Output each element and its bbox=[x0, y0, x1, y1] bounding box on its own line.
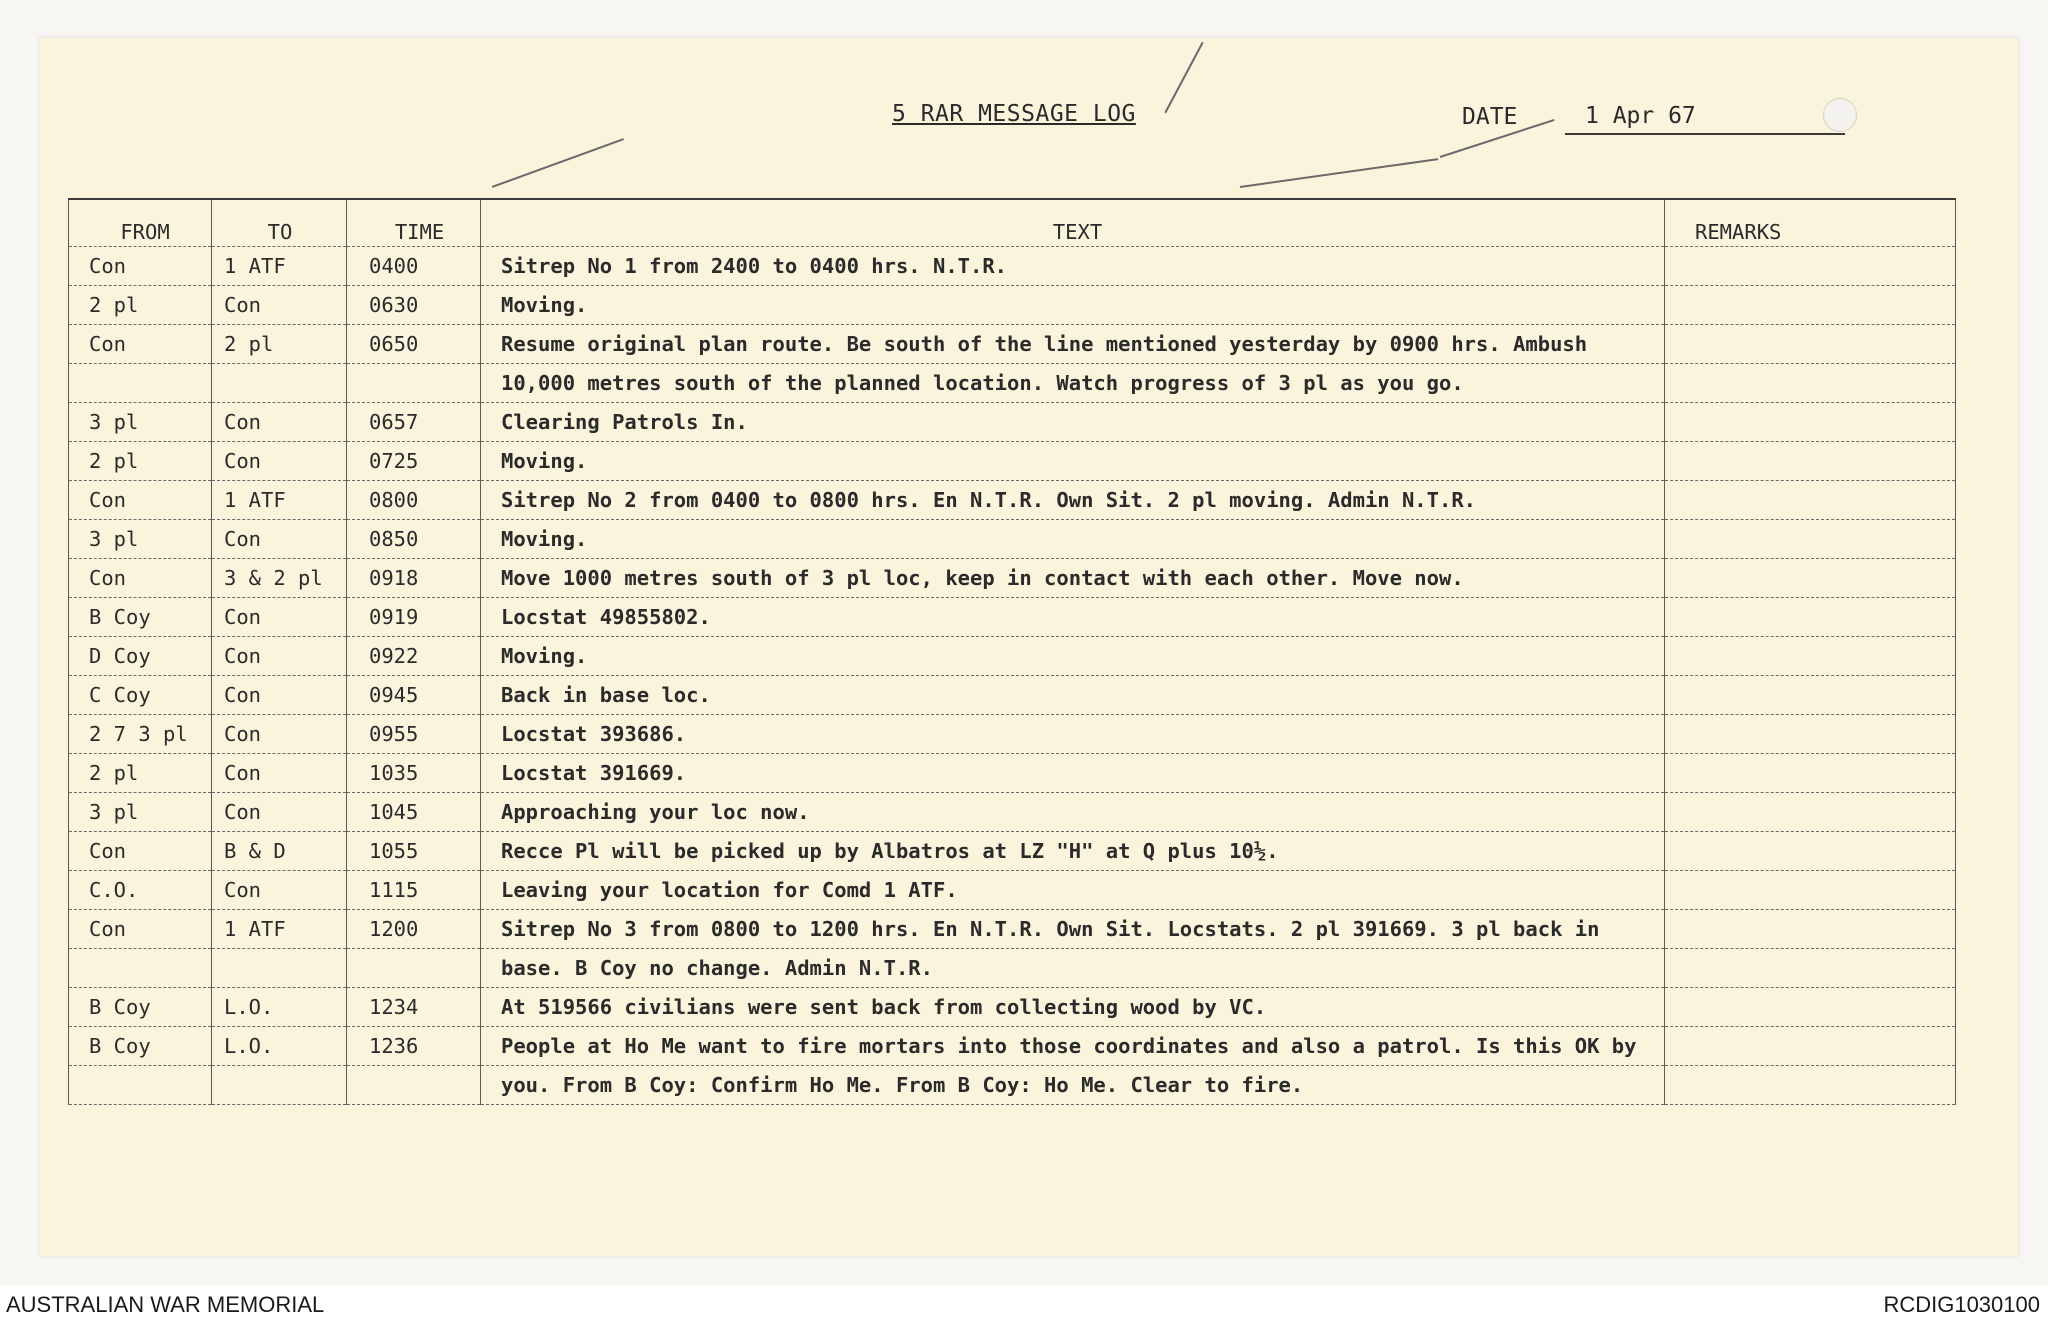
cell-from: 2 pl bbox=[69, 442, 212, 481]
cell-remarks bbox=[1665, 598, 1956, 637]
cell-to bbox=[212, 949, 347, 988]
table-row bbox=[69, 754, 1956, 793]
cell-to: Con bbox=[212, 715, 347, 754]
cell-text: Moving. bbox=[481, 520, 1665, 559]
cell-time: 0945 bbox=[347, 676, 481, 715]
table-row bbox=[69, 520, 1956, 559]
cell-to: Con bbox=[212, 871, 347, 910]
cell-to bbox=[212, 1066, 347, 1105]
cell-remarks bbox=[1665, 949, 1956, 988]
cell-text: People at Ho Me want to fire mortars into those coordinates and also a patrol. Is this OK by bbox=[481, 1027, 1665, 1066]
cell-time: 0650 bbox=[347, 325, 481, 364]
message-log-body bbox=[69, 247, 1956, 1105]
cell-from: Con bbox=[69, 559, 212, 598]
cell-remarks bbox=[1665, 559, 1956, 598]
cell-text: you. From B Coy: Confirm Ho Me. From B Coy: Ho Me. Clear to fire. bbox=[481, 1066, 1665, 1105]
cell-text: base. B Coy no change. Admin N.T.R. bbox=[481, 949, 1665, 988]
cell-remarks bbox=[1665, 1066, 1956, 1105]
message-log-table bbox=[68, 198, 1956, 1105]
column-header-text: TEXT bbox=[481, 199, 1665, 247]
cell-text: Resume original plan route. Be south of the line mentioned yesterday by 0900 hrs. Ambush bbox=[481, 325, 1665, 364]
page-title: 5 RAR MESSAGE LOG bbox=[892, 101, 1136, 127]
cell-from bbox=[69, 1066, 212, 1105]
cell-to: Con bbox=[212, 637, 347, 676]
cell-remarks bbox=[1665, 871, 1956, 910]
cell-remarks bbox=[1665, 1027, 1956, 1066]
cell-time: 1236 bbox=[347, 1027, 481, 1066]
cell-text: Moving. bbox=[481, 442, 1665, 481]
cell-from: B Coy bbox=[69, 988, 212, 1027]
table-row bbox=[69, 949, 1956, 988]
table-row bbox=[69, 1027, 1956, 1066]
cell-to: Con bbox=[212, 520, 347, 559]
table-row bbox=[69, 481, 1956, 520]
cell-remarks bbox=[1665, 403, 1956, 442]
cell-from bbox=[69, 949, 212, 988]
cell-text: 10,000 metres south of the planned location. Watch progress of 3 pl as you go. bbox=[481, 364, 1665, 403]
table-row bbox=[69, 793, 1956, 832]
cell-time: 1234 bbox=[347, 988, 481, 1027]
cell-time: 0630 bbox=[347, 286, 481, 325]
cell-to: Con bbox=[212, 403, 347, 442]
cell-from: D Coy bbox=[69, 637, 212, 676]
cell-from: 2 pl bbox=[69, 754, 212, 793]
cell-from: 3 pl bbox=[69, 520, 212, 559]
cell-time: 1035 bbox=[347, 754, 481, 793]
table-row bbox=[69, 598, 1956, 637]
column-header-from: FROM bbox=[69, 199, 212, 247]
cell-to: Con bbox=[212, 754, 347, 793]
cell-time: 0400 bbox=[347, 247, 481, 286]
cell-text: Locstat 49855802. bbox=[481, 598, 1665, 637]
cell-text: Move 1000 metres south of 3 pl loc, keep in contact with each other. Move now. bbox=[481, 559, 1665, 598]
cell-remarks bbox=[1665, 715, 1956, 754]
table-row bbox=[69, 988, 1956, 1027]
table-row bbox=[69, 637, 1956, 676]
cell-time bbox=[347, 1066, 481, 1105]
cell-text: Sitrep No 2 from 0400 to 0800 hrs. En N.T.R. Own Sit. 2 pl moving. Admin N.T.R. bbox=[481, 481, 1665, 520]
cell-from: B Coy bbox=[69, 1027, 212, 1066]
cell-to bbox=[212, 364, 347, 403]
table-row bbox=[69, 325, 1956, 364]
cell-from: Con bbox=[69, 247, 212, 286]
cell-from: Con bbox=[69, 910, 212, 949]
cell-from: C.O. bbox=[69, 871, 212, 910]
cell-from: B Coy bbox=[69, 598, 212, 637]
column-header-remarks: REMARKS bbox=[1665, 199, 1956, 247]
cell-time: 1115 bbox=[347, 871, 481, 910]
table-row bbox=[69, 442, 1956, 481]
table-row bbox=[69, 871, 1956, 910]
cell-from: Con bbox=[69, 325, 212, 364]
cell-text: Approaching your loc now. bbox=[481, 793, 1665, 832]
cell-to: Con bbox=[212, 598, 347, 637]
cell-from: Con bbox=[69, 832, 212, 871]
cell-time: 0918 bbox=[347, 559, 481, 598]
cell-text: Sitrep No 3 from 0800 to 1200 hrs. En N.T.R. Own Sit. Locstats. 2 pl 391669. 3 pl back in bbox=[481, 910, 1665, 949]
cell-remarks bbox=[1665, 442, 1956, 481]
cell-to: Con bbox=[212, 442, 347, 481]
cell-remarks bbox=[1665, 637, 1956, 676]
column-header-to: TO bbox=[212, 199, 347, 247]
cell-text: Sitrep No 1 from 2400 to 0400 hrs. N.T.R. bbox=[481, 247, 1665, 286]
cell-text: Locstat 391669. bbox=[481, 754, 1665, 793]
cell-remarks bbox=[1665, 286, 1956, 325]
cell-time bbox=[347, 949, 481, 988]
cell-text: Clearing Patrols In. bbox=[481, 403, 1665, 442]
cell-time: 0955 bbox=[347, 715, 481, 754]
cell-remarks bbox=[1665, 793, 1956, 832]
footer-id: RCDIG1030100 bbox=[1883, 1292, 2040, 1317]
table-header-row bbox=[69, 199, 1956, 247]
cell-remarks bbox=[1665, 988, 1956, 1027]
table-row bbox=[69, 715, 1956, 754]
cell-to: 1 ATF bbox=[212, 247, 347, 286]
cell-from bbox=[69, 364, 212, 403]
table-row bbox=[69, 910, 1956, 949]
cell-to: B & D bbox=[212, 832, 347, 871]
cell-from: 2 pl bbox=[69, 286, 212, 325]
cell-remarks bbox=[1665, 247, 1956, 286]
date-label: DATE bbox=[1462, 104, 1518, 130]
cell-time: 0800 bbox=[347, 481, 481, 520]
footer-source: AUSTRALIAN WAR MEMORIAL bbox=[6, 1292, 325, 1317]
cell-text: Leaving your location for Comd 1 ATF. bbox=[481, 871, 1665, 910]
cell-time: 0657 bbox=[347, 403, 481, 442]
cell-from: 3 pl bbox=[69, 793, 212, 832]
cell-remarks bbox=[1665, 910, 1956, 949]
cell-time: 1045 bbox=[347, 793, 481, 832]
cell-remarks bbox=[1665, 481, 1956, 520]
cell-to: 1 ATF bbox=[212, 910, 347, 949]
cell-time: 0850 bbox=[347, 520, 481, 559]
cell-to: Con bbox=[212, 676, 347, 715]
column-header-time: TIME bbox=[347, 199, 481, 247]
cell-remarks bbox=[1665, 676, 1956, 715]
table-row bbox=[69, 247, 1956, 286]
table-row bbox=[69, 559, 1956, 598]
cell-from: C Coy bbox=[69, 676, 212, 715]
cell-text: Locstat 393686. bbox=[481, 715, 1665, 754]
table-row bbox=[69, 1066, 1956, 1105]
cell-from: Con bbox=[69, 481, 212, 520]
cell-remarks bbox=[1665, 364, 1956, 403]
cell-remarks bbox=[1665, 520, 1956, 559]
cell-from: 3 pl bbox=[69, 403, 212, 442]
date-value: 1 Apr 67 bbox=[1565, 103, 1845, 135]
cell-to: 3 & 2 pl bbox=[212, 559, 347, 598]
cell-to: Con bbox=[212, 793, 347, 832]
cell-to: 1 ATF bbox=[212, 481, 347, 520]
cell-text: Moving. bbox=[481, 637, 1665, 676]
cell-remarks bbox=[1665, 754, 1956, 793]
cell-text: Moving. bbox=[481, 286, 1665, 325]
table-row bbox=[69, 832, 1956, 871]
table-row bbox=[69, 403, 1956, 442]
table-row bbox=[69, 364, 1956, 403]
cell-time: 0919 bbox=[347, 598, 481, 637]
cell-time bbox=[347, 364, 481, 403]
table-row bbox=[69, 286, 1956, 325]
cell-from: 2 7 3 pl bbox=[69, 715, 212, 754]
cell-text: At 519566 civilians were sent back from collecting wood by VC. bbox=[481, 988, 1665, 1027]
cell-time: 0725 bbox=[347, 442, 481, 481]
cell-remarks bbox=[1665, 832, 1956, 871]
cell-to: 2 pl bbox=[212, 325, 347, 364]
table-row bbox=[69, 676, 1956, 715]
cell-to: Con bbox=[212, 286, 347, 325]
cell-text: Back in base loc. bbox=[481, 676, 1665, 715]
cell-time: 1200 bbox=[347, 910, 481, 949]
cell-time: 1055 bbox=[347, 832, 481, 871]
cell-time: 0922 bbox=[347, 637, 481, 676]
cell-text: Recce Pl will be picked up by Albatros at LZ "H" at Q plus 10½. bbox=[481, 832, 1665, 871]
cell-remarks bbox=[1665, 325, 1956, 364]
cell-to: L.O. bbox=[212, 1027, 347, 1066]
cell-to: L.O. bbox=[212, 988, 347, 1027]
